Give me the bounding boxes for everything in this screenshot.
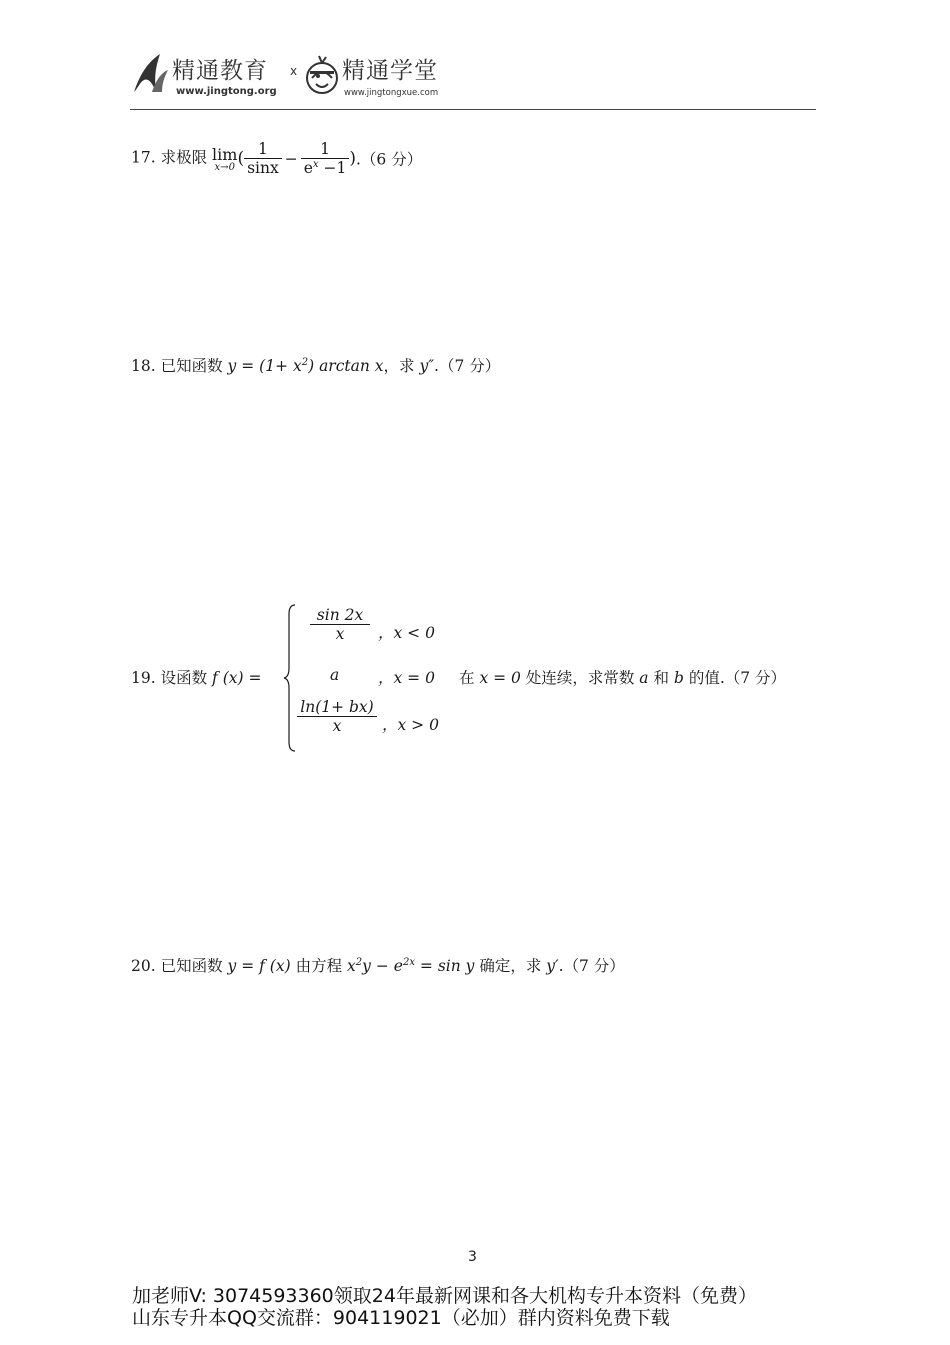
q19-tail — [459, 666, 786, 688]
q20-number: 20. — [131, 957, 156, 975]
brand2-url: www.jingtongxue.com — [344, 88, 439, 98]
header-logo-area — [130, 50, 820, 110]
q20-eq-a: x — [347, 957, 356, 975]
q19-var-b: b — [673, 669, 684, 687]
q19-tail-d: 的值.（7 分） — [688, 669, 787, 687]
q18-number: 18. — [131, 357, 156, 375]
q17-open: ( — [237, 148, 245, 169]
question-18 — [131, 354, 500, 376]
q20-eq-c: = sin y — [419, 957, 475, 975]
q17-lim-sub: x→0 — [214, 161, 235, 173]
q19-tail-b: 处连续，求常数 — [525, 669, 635, 687]
q19-prefix: 设函数 — [160, 669, 208, 687]
q17-close: ) — [349, 148, 356, 169]
q17-lim-word: lim — [212, 144, 238, 164]
q19-case1-frac — [310, 606, 370, 643]
q18-prefix: 已知函数 — [160, 357, 223, 375]
header-divider — [130, 109, 816, 110]
q20-eq-b-exp: 2x — [402, 956, 415, 968]
q19-case1-den: x — [335, 625, 345, 643]
brand2-name: 精通学堂 — [342, 58, 438, 84]
q20-eq-b: y − e — [362, 957, 403, 975]
q17-limit — [212, 145, 237, 173]
page-number: 3 — [468, 1249, 477, 1265]
q19-case3-frac — [297, 698, 376, 735]
q18-target: y″ — [419, 357, 435, 375]
brand1-url: www.jingtong.org — [176, 86, 277, 97]
question-20 — [131, 954, 625, 976]
jingtong-logo-icon — [130, 52, 170, 100]
q19-case1-num: sin 2x — [310, 606, 370, 625]
q19-var-a: a — [639, 669, 649, 687]
q19-number: 19. — [131, 669, 156, 687]
q17-frac2 — [301, 140, 350, 177]
q20-eq-a-exp: 2 — [355, 956, 363, 968]
brand1-name: 精通教育 — [172, 58, 268, 84]
q19-case1 — [300, 606, 380, 643]
q17-frac1 — [244, 140, 282, 177]
q19-tail-c: 和 — [653, 669, 669, 687]
q20-suffix: .（7 分） — [558, 957, 625, 975]
q19-tail-a: 在 — [459, 669, 475, 687]
q19-case3-cond: ，x > 0 — [382, 716, 439, 734]
q19-fx: f (x) = — [212, 669, 262, 687]
q18-expr-a: y = (1+ x — [227, 357, 302, 375]
q17-minus: − — [284, 149, 298, 168]
q20-equation — [347, 957, 474, 975]
q18-expr — [228, 357, 384, 375]
q20-mid2: 确定，求 — [479, 957, 542, 975]
q19-tail-cond: x = 0 — [479, 669, 521, 687]
q19-case2-val: a — [330, 666, 340, 684]
q17-frac1-den: sinx — [247, 159, 279, 178]
q17-frac1-num: 1 — [244, 140, 282, 159]
q17-prefix: 求极限 — [160, 148, 208, 167]
q18-suffix: .（7 分） — [434, 357, 501, 375]
q17-e-exp: x — [312, 159, 319, 170]
q17-frac2-num: 1 — [301, 140, 350, 159]
q20-mid: 由方程 — [295, 957, 343, 975]
q18-expr-b: ) arctan x — [308, 357, 384, 375]
q17-e: e — [303, 159, 313, 178]
q19-case3-den: x — [332, 717, 342, 735]
q17-den-rest: −1 — [318, 159, 347, 178]
q17-number: 17. — [131, 148, 156, 167]
q19-case3 — [292, 698, 382, 735]
q19-case2-cond: ，x = 0 — [378, 669, 435, 687]
q17-frac2-den — [301, 159, 350, 177]
q20-fx: y = f (x) — [227, 957, 291, 975]
brand-separator: x — [290, 64, 298, 78]
q18-expr-exp: 2 — [301, 356, 309, 368]
q20-prefix: 已知函数 — [160, 957, 223, 975]
q19-case3-num: ln(1+ bx) — [297, 698, 376, 717]
q18-mid: ，求 — [383, 357, 415, 375]
q17-suffix: .（6 分） — [355, 150, 423, 169]
mascot-logo-icon — [302, 52, 342, 100]
q19-case1-cond: ，x < 0 — [378, 624, 435, 642]
footer-line-2: 山东专升本QQ交流群：904119021（必加）群内资料免费下载 — [132, 1307, 670, 1329]
q20-target: y′ — [546, 957, 559, 975]
q19-lead — [131, 666, 261, 688]
question-17 — [131, 140, 422, 177]
footer-line-1: 加老师V: 3074593360领取24年最新网课和各大机构专升本资料（免费） — [132, 1285, 757, 1307]
